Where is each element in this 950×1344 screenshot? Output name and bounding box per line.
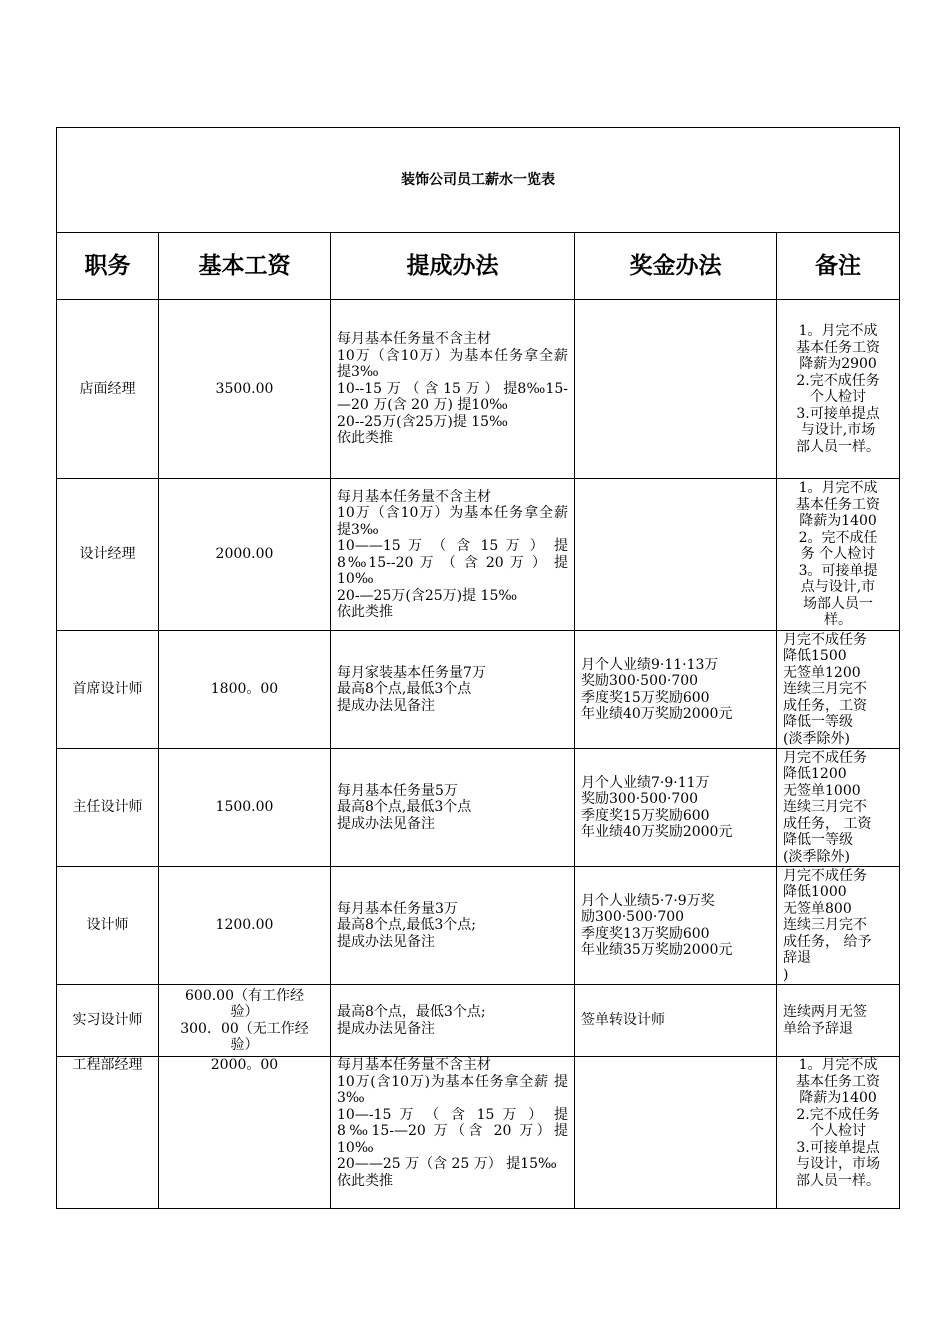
table-row [57, 479, 900, 631]
note-line: 基本任务工资 [796, 339, 881, 356]
note-line: 2.完不成任务 [796, 372, 880, 389]
salary-line: 验） [230, 1004, 259, 1020]
commission-line: 每月基本任务量不含主材 [337, 1057, 491, 1073]
bonus-line: 年业绩40万奖励2000元 [581, 706, 733, 722]
position-cell [57, 479, 159, 631]
table-row [57, 631, 900, 749]
salary-line: 验） [230, 1037, 259, 1053]
commission-line: 提成办法见备注 [337, 815, 435, 832]
note-line: 2。完不成任 [798, 529, 878, 546]
note-line: 连续三月完不 [783, 799, 867, 816]
note-line: 无签单1000 [783, 782, 861, 799]
position-line: 实习设计师 [72, 1012, 143, 1029]
note-line: 连续三月完不 [783, 681, 867, 698]
salary-line: 600.00（有工作经 [185, 987, 304, 1004]
position-cell [57, 300, 159, 479]
table-row [57, 985, 900, 1057]
commission-line: 每月家装基本任务量7万 [337, 664, 486, 681]
note-cell [777, 985, 900, 1057]
header-position: 职务 [57, 233, 159, 300]
salary-cell [159, 479, 331, 631]
commission-cell [331, 867, 575, 985]
bonus-cell [575, 1057, 777, 1209]
commission-line: 20--25万(含25万)提 15‰ [337, 413, 508, 430]
bonus-cell [575, 749, 777, 867]
table-row [57, 867, 900, 985]
bonus-line: 月个人业绩9·11·13万 [581, 656, 719, 673]
commission-cell [331, 631, 575, 749]
commission-line: 每月基本任务量3万 [337, 900, 458, 917]
position-line: 设计经理 [79, 546, 136, 563]
note-line: 基本任务工资 [796, 496, 881, 513]
commission-line: 最高8个点,最低3个点 [337, 799, 472, 816]
note-line: 降低1500 [783, 648, 847, 665]
commission-line: 10万（含10万）为基本任务拿全薪 提3‰ [337, 505, 573, 538]
commission-cell [331, 749, 575, 867]
bonus-cell [575, 867, 777, 985]
bonus-line: 奖励300·500·700 [581, 791, 699, 807]
position-cell [57, 867, 159, 985]
commission-line: 提成办法见备注 [337, 697, 435, 714]
note-line: 与设计,市场 [800, 422, 876, 438]
commission-cell [331, 479, 575, 631]
bonus-line: 季度奖15万奖励600 [581, 689, 710, 706]
commission-cell [331, 1057, 575, 1209]
note-line: 成任务，工资 [783, 697, 867, 714]
note-line: 连续三月完不 [783, 917, 867, 934]
commission-line: 提成办法见备注 [337, 933, 435, 950]
bonus-line: 年业绩40万奖励2000元 [581, 824, 733, 840]
position-line: 工程部经理 [72, 1057, 143, 1073]
note-line: 单给予辞退 [783, 1020, 853, 1037]
header-basic-salary: 基本工资 [159, 233, 331, 300]
note-line: ) [783, 966, 789, 983]
note-line: 降低一等级 [783, 714, 853, 731]
commission-line: 每月基本任务量不含主材 [337, 488, 491, 505]
note-line: 月完不成任务 [783, 867, 867, 884]
commission-line: 10--15 万 （ 含 15 万 ） 提8‰15-—20 万(含 20 万) 提10‰ [337, 380, 568, 414]
table-row [57, 749, 900, 867]
position-line: 设计师 [86, 917, 129, 934]
note-line: 点与设计,市 [800, 579, 876, 596]
header-commission: 提成办法 [331, 233, 575, 300]
salary-line: 3500.00 [215, 380, 274, 397]
note-line: 务 个人检讨 [800, 546, 876, 563]
salary-line: 1800。00 [210, 681, 279, 698]
table-row [57, 300, 900, 479]
salary-cell [159, 985, 331, 1057]
note-line: 降薪为1400 [799, 513, 877, 530]
salary-cell [159, 749, 331, 867]
note-line: 3.可接单提点 [796, 1139, 880, 1156]
bonus-line: 签单转设计师 [581, 1012, 665, 1029]
bonus-line: 月个人业绩7·9·11万 [581, 774, 710, 791]
position-cell [57, 749, 159, 867]
bonus-line: 励300·500·700 [581, 909, 685, 925]
note-line: (淡季除外) [783, 848, 850, 865]
salary-line: 1500.00 [215, 799, 274, 816]
note-line: 月完不成任务 [783, 631, 867, 648]
note-line: 基本任务工资 [796, 1073, 881, 1090]
note-cell [777, 1057, 900, 1209]
position-line: 首席设计师 [72, 681, 143, 698]
note-line: 辞退 [783, 950, 811, 967]
bonus-line: 年业绩35万奖励2000元 [581, 942, 733, 958]
bonus-cell [575, 479, 777, 631]
salary-table [56, 127, 900, 1209]
commission-line: 10万(含10万)为基本任务拿全薪 提3‰ [337, 1073, 568, 1106]
position-line: 主任设计师 [72, 799, 143, 816]
note-line: 降低一等级 [783, 832, 853, 849]
note-cell [777, 867, 900, 985]
commission-line: 10—-15 万 （ 含 15 万 ） 提8‰15-—20 万（含 20 万）提10‰ [337, 1106, 568, 1156]
bonus-line: 奖励300·500·700 [581, 673, 699, 689]
commission-line: 提成办法见备注 [337, 1020, 435, 1037]
salary-line: 300．00（无工作经 [180, 1020, 309, 1037]
note-line: 降薪为2900 [799, 356, 877, 372]
note-line: 1。月完不成 [798, 480, 878, 497]
position-cell [57, 985, 159, 1057]
table-title: 装饰公司员工薪水一览表 [57, 128, 900, 233]
salary-cell [159, 631, 331, 749]
note-line: 样。 [824, 612, 853, 629]
note-cell [777, 631, 900, 749]
commission-line: 20-—25万(含25万)提 15‰ [337, 587, 518, 604]
note-cell [777, 479, 900, 631]
commission-cell [331, 985, 575, 1057]
note-line: 场部人员一 [803, 595, 874, 612]
note-line: 无签单800 [783, 900, 852, 917]
commission-line: 10万（含10万）为基本任务拿全薪 提3‰ [337, 347, 573, 381]
salary-cell [159, 867, 331, 985]
header-bonus: 奖金办法 [575, 233, 777, 300]
note-line: 3.可接单提点 [796, 405, 880, 422]
note-line: 部人员一样。 [796, 438, 881, 455]
header-note: 备注 [777, 233, 900, 300]
note-line: 1。月完不成 [798, 1057, 878, 1073]
commission-line: 依此类推 [337, 604, 393, 620]
commission-line: 20——25 万（含 25 万） 提15‰ [337, 1156, 557, 1172]
note-line: 降薪为1400 [799, 1090, 877, 1106]
note-line: 无签单1200 [783, 664, 861, 681]
bonus-cell [575, 985, 777, 1057]
position-cell [57, 1057, 159, 1209]
note-line: 月完不成任务 [783, 749, 867, 766]
commission-line: 最高8个点,最低3个点 [337, 681, 472, 698]
bonus-line: 季度奖13万奖励600 [581, 925, 710, 942]
commission-line: 最高8个点，最低3个点; [337, 1004, 486, 1020]
note-line: (淡季除外) [783, 730, 850, 747]
bonus-line: 月个人业绩5·7·9万奖 [581, 892, 715, 909]
note-line: 降低1200 [783, 766, 847, 783]
note-line: 成任务， 给予 [783, 933, 872, 950]
note-line: 成任务， 工资 [783, 815, 872, 832]
commission-line: 每月基本任务量5万 [337, 782, 458, 799]
salary-line: 1200.00 [215, 917, 274, 934]
commission-line: 依此类推 [337, 1172, 393, 1189]
note-line: 1。月完不成 [798, 323, 878, 339]
commission-line: 最高8个点,最低3个点; [337, 917, 476, 934]
note-line: 2.完不成任务 [796, 1106, 880, 1123]
table-row [57, 1057, 900, 1209]
salary-cell [159, 1057, 331, 1209]
note-line: 部人员一样。 [796, 1172, 881, 1189]
salary-cell [159, 300, 331, 479]
bonus-cell [575, 631, 777, 749]
commission-line: 10——15 万 （ 含 15 万 ） 提8‰15--20 万 （ 含 20 万 ） 提10‰ [337, 538, 568, 587]
note-line: 3。可接单提 [798, 562, 878, 579]
commission-cell [331, 300, 575, 479]
bonus-line: 季度奖15万奖励600 [581, 807, 710, 824]
note-line: 降低1000 [783, 884, 847, 901]
note-cell [777, 300, 900, 479]
commission-line: 每月基本任务量不含主材 [337, 331, 491, 348]
commission-line: 依此类推 [337, 430, 393, 447]
header-row [57, 233, 900, 300]
salary-line: 2000。00 [210, 1057, 279, 1073]
note-line: 个人检讨 [810, 389, 867, 405]
bonus-cell [575, 300, 777, 479]
position-cell [57, 631, 159, 749]
note-line: 连续两月无签 [783, 1004, 867, 1020]
note-cell [777, 749, 900, 867]
salary-line: 2000.00 [215, 546, 274, 563]
position-line: 店面经理 [79, 380, 136, 397]
note-line: 个人检讨 [810, 1123, 867, 1139]
note-line: 与设计，市场 [796, 1156, 881, 1172]
